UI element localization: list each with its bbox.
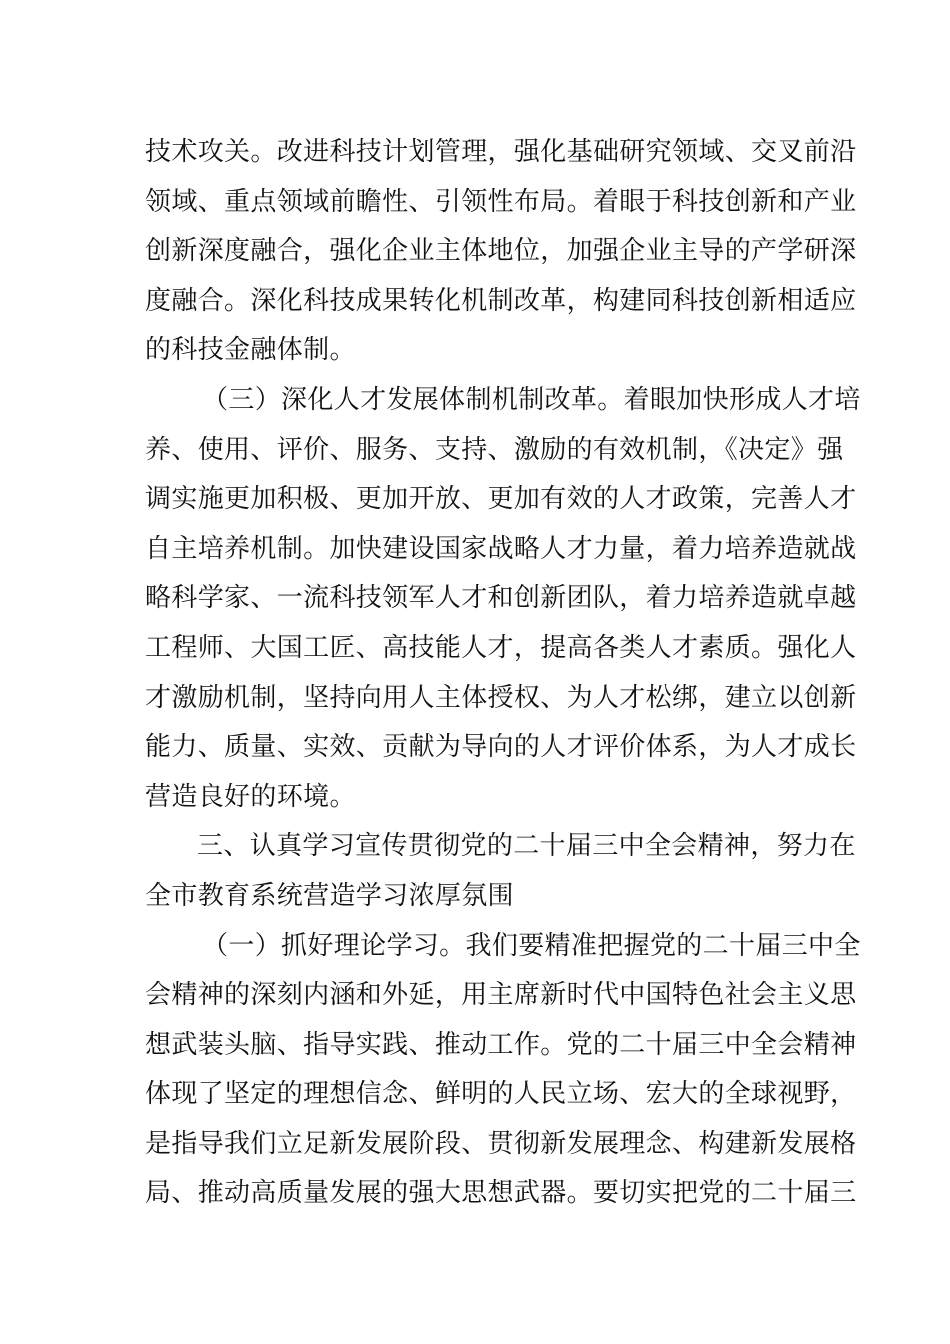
text-line: 会精神的深刻内涵和外延，用主席新时代中国特色社会主义思 <box>145 980 857 1011</box>
text-line: 技术攻关。改进科技计划管理，强化基础研究领域、交叉前沿 <box>145 137 857 167</box>
text-line: 营造良好的环境。 <box>145 781 356 812</box>
text-line: 是指导我们立足新发展阶段、贯彻新发展理念、构建新发展格 <box>145 1128 857 1159</box>
text-line: 创新深度融合，强化企业主体地位，加强企业主导的产学研深 <box>145 236 857 267</box>
text-line: 三、认真学习宣传贯彻党的二十届三中全会精神，努力在 <box>197 831 856 862</box>
text-line: 的科技金融体制。 <box>145 335 356 366</box>
text-line: 能力、质量、实效、贡献为导向的人才评价体系，为人才成长 <box>145 732 857 763</box>
text-line: 养、使用、评价、服务、支持、激励的有效机制，《决定》强 <box>145 434 844 465</box>
paragraph <box>145 128 857 376</box>
text-line: 自主培养机制。加快建设国家战略人才力量，着力培养造就战 <box>145 533 857 564</box>
text-line: 调实施更加积极、更加开放、更加有效的人才政策，完善人才 <box>145 484 857 515</box>
text-line: 略科学家、一流科技领军人才和创新团队，着力培养造就卓越 <box>145 583 857 614</box>
section-heading <box>145 822 856 921</box>
text-line: 全市教育系统营造学习浓厚氛围 <box>145 880 514 911</box>
text-line: （一）抓好理论学习。我们要精准把握党的二十届三中全 <box>202 930 861 961</box>
text-line: 领域、重点领域前瞻性、引领性布局。着眼于科技创新和产业 <box>145 186 857 217</box>
paragraph <box>145 922 861 1220</box>
text-line: 体现了坚定的理想信念、鲜明的人民立场、宏大的全球视野， <box>145 1079 857 1110</box>
paragraph <box>145 376 861 822</box>
text-line: （三）深化人才发展体制机制改革。着眼加快形成人才培 <box>202 384 861 415</box>
document-body <box>145 128 861 1219</box>
text-line: 局、推动高质量发展的强大思想武器。要切实把党的二十届三 <box>145 1178 857 1209</box>
text-line: 度融合。深化科技成果转化机制改革，构建同科技创新相适应 <box>145 285 857 316</box>
text-line: 工程师、大国工匠、高技能人才，提高各类人才素质。强化人 <box>145 632 857 663</box>
text-line: 才激励机制，坚持向用人主体授权、为人才松绑，建立以创新 <box>145 682 857 713</box>
text-line: 想武装头脑、指导实践、推动工作。党的二十届三中全会精神 <box>145 1029 857 1060</box>
